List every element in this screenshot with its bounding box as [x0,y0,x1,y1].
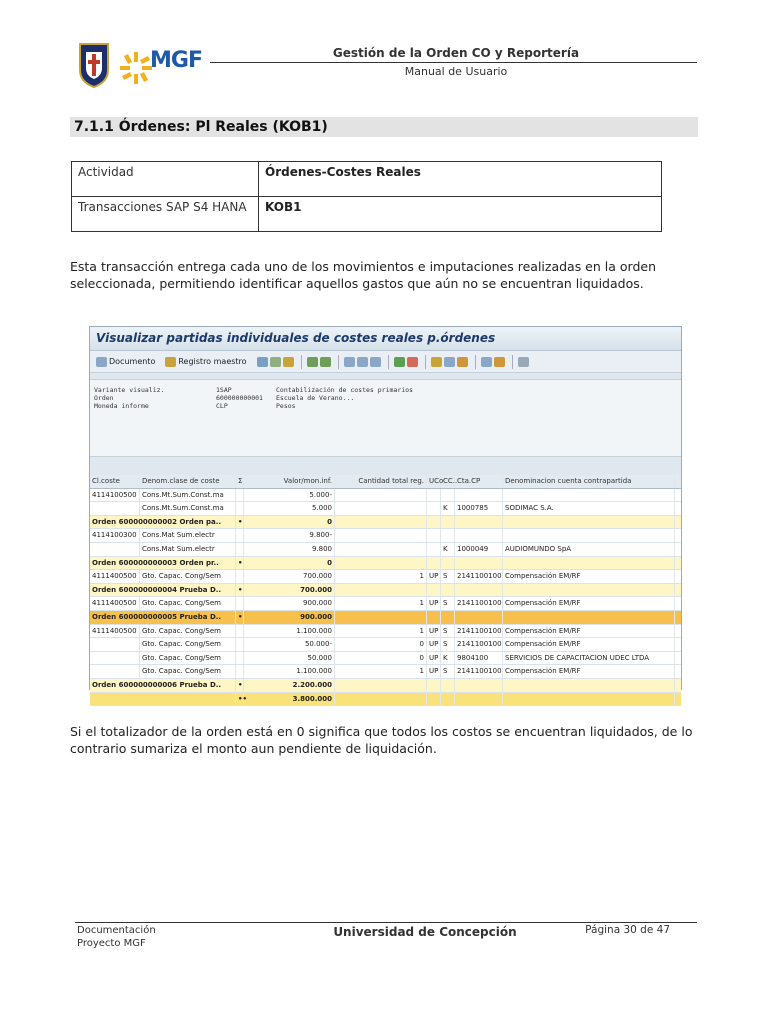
table-cell [455,584,503,597]
table-cell: 700.000 [244,570,335,583]
transaction-key: Transacciones SAP S4 HANA [72,197,259,232]
info-row [94,402,677,410]
sap-window-title: Visualizar partidas individuales de costes reales p.órdenes [90,327,681,351]
table-cell: • [236,557,244,570]
table-cell: Gto. Capac. Cong/Sem [140,625,236,638]
table-cell: Cons.Mat Sum.electr [140,543,236,556]
header-divider [210,62,697,63]
table-cell: • [236,611,244,624]
table-cell: 1 [335,570,427,583]
table-row[interactable] [90,597,681,611]
table-cell: K [441,502,455,515]
column-header[interactable]: Valor/mon.inf. [244,475,335,488]
table-row[interactable] [90,638,681,652]
registro-maestro-label: Registro maestro [178,357,247,366]
table-cell [427,557,441,570]
table-cell [503,516,675,529]
table-cell [335,611,427,624]
find-icon[interactable] [270,357,281,367]
document-title: Gestión de la Orden CO y Reportería [332,46,580,60]
table-cell: Gto. Capac. Cong/Sem [140,652,236,665]
info-desc: Contabilización de costes primarios [276,386,413,394]
table-cell: S [441,570,455,583]
info-label: Orden [94,394,114,402]
table-cell: Cons.Mt.Sum.Const.ma [140,502,236,515]
page-number: Página 30 de 47 [585,924,670,936]
toolbar-separator [338,355,339,369]
table-cell [427,679,441,692]
table-cell [236,570,244,583]
table-cell: 4114100300 [90,529,140,542]
table-cell: 9.800 [244,543,335,556]
table-cell [455,529,503,542]
column-header[interactable]: Cta.CP [455,475,503,488]
table-cell [503,611,675,624]
table-cell [441,489,455,502]
transaction-row [72,197,662,232]
table-cell: 900.000 [244,611,335,624]
info-code: CLP [216,402,228,410]
table-cell: Compensación EM/RF [503,665,675,678]
table-row[interactable] [90,570,681,584]
table-cell: 1 [335,597,427,610]
table-cell [503,584,675,597]
table-cell: Compensación EM/RF [503,570,675,583]
toolbar-separator [512,355,513,369]
table-cell: Gto. Capac. Cong/Sem [140,665,236,678]
settings-icon[interactable] [518,357,529,367]
table-cell: 2.200.000 [244,679,335,692]
table-cell [441,529,455,542]
info-row [94,394,677,402]
table-cell [236,489,244,502]
table-cell: UP [427,597,441,610]
table-cell: Compensación EM/RF [503,638,675,651]
table-cell: Orden 600000000003 Orden pr.. [90,557,236,570]
footer-project-label: Proyecto MGF [77,938,146,949]
table-cell [335,489,427,502]
table-cell: Cons.Mt.Sum.Const.ma [140,489,236,502]
table-cell [335,557,427,570]
table-row[interactable] [90,625,681,639]
table-cell: 1000049 [455,543,503,556]
table-cell: 1.100.000 [244,625,335,638]
sap-toolbar [90,351,681,373]
section-heading: 7.1.1 Órdenes: Pl Reales (KOB1) [70,117,698,137]
university-shield-logo [78,42,110,88]
table-cell [90,543,140,556]
table-cell [455,516,503,529]
columns-icon[interactable] [357,357,368,367]
table-cell: Compensación EM/RF [503,625,675,638]
table-cell: Compensación EM/RF [503,597,675,610]
activity-row [72,162,662,197]
documento-label: Documento [109,357,156,366]
table-cell: • [236,516,244,529]
table-cell [441,584,455,597]
table-cell: 1 [335,665,427,678]
table-cell: 1000785 [455,502,503,515]
table-cell [335,543,427,556]
table-cell [441,679,455,692]
table-cell [441,611,455,624]
table-cell [441,693,455,706]
subtotal-row[interactable] [90,516,681,530]
table-cell: UP [427,570,441,583]
table-cell [236,652,244,665]
table-cell: S [441,638,455,651]
table-cell [441,557,455,570]
table-cell: 2141100100 [455,570,503,583]
table-cell: SODIMAC S.A. [503,502,675,515]
table-cell: • [236,584,244,597]
spreadsheet-icon[interactable] [394,357,405,367]
table-cell [427,489,441,502]
activity-key: Actividad [72,162,259,197]
table-cell: S [441,597,455,610]
sort-ascending-icon[interactable] [307,357,318,367]
table-cell: 50.000- [244,638,335,651]
info-label: Variante visualiz. [94,386,165,394]
table-cell: 9.800- [244,529,335,542]
subtotal-row[interactable] [90,557,681,571]
table-cell: 2141100100 [455,597,503,610]
table-cell: 4114100500 [90,489,140,502]
grand-total-row[interactable] [90,693,681,707]
table-row[interactable] [90,489,681,503]
table-cell [455,693,503,706]
table-cell: Orden 600000000005 Prueba D.. [90,611,236,624]
logos [76,40,206,96]
table-cell [90,665,140,678]
column-header[interactable]: Cl.coste [90,475,140,488]
footer-divider [75,922,697,923]
table-cell: Gto. Capac. Cong/Sem [140,638,236,651]
table-cell [503,489,675,502]
table-cell: 700.000 [244,584,335,597]
table-cell [335,516,427,529]
table-cell: 0 [244,516,335,529]
footer-left [77,924,156,950]
closing-paragraph: Si el totalizador de la orden está en 0 significa que todos los costos se encuentran liquidados, de lo contrario sumariza el monto aun pendiente de liquidación. [70,724,693,756]
table-cell: 5.000 [244,502,335,515]
table-cell: Orden 600000000002 Orden pa.. [90,516,236,529]
table-cell [503,557,675,570]
table-cell: 4111400500 [90,597,140,610]
table-cell: 1 [335,625,427,638]
table-cell [427,516,441,529]
alv-grid [90,475,681,706]
table-cell [90,693,236,706]
table-cell [335,502,427,515]
table-cell: UP [427,638,441,651]
table-cell: 4111400500 [90,570,140,583]
table-row[interactable] [90,543,681,557]
master-record-icon [165,357,176,367]
table-cell: 0 [335,638,427,651]
table-cell: 5.000- [244,489,335,502]
table-cell [455,679,503,692]
table-cell [441,516,455,529]
table-cell: 900.000 [244,597,335,610]
table-cell: 9804100 [455,652,503,665]
table-cell [236,638,244,651]
table-cell [427,584,441,597]
table-cell [503,693,675,706]
table-cell: SERVICIOS DE CAPACITACION UDEC LTDA [503,652,675,665]
table-cell [335,693,427,706]
info-row [94,386,677,394]
table-cell: • [236,679,244,692]
page-header [76,40,696,96]
subtotal-row[interactable] [90,611,681,625]
table-cell: •• [236,693,244,706]
table-cell: K [441,543,455,556]
table-cell [335,584,427,597]
document-icon [96,357,107,367]
document-subtitle: Manual de Usuario [404,65,508,78]
table-row[interactable] [90,665,681,679]
table-cell [335,679,427,692]
table-cell [427,502,441,515]
report-header-info [90,379,681,457]
info-label: Moneda informe [94,402,149,410]
table-row[interactable] [90,529,681,543]
footer-university: Universidad de Concepción [333,925,517,939]
table-cell [503,679,675,692]
toolbar-separator [425,355,426,369]
save-layout-icon[interactable] [444,357,455,367]
table-cell: Orden 600000000006 Prueba D.. [90,679,236,692]
table-cell: 4111400500 [90,625,140,638]
activity-table [71,161,662,232]
info-code: 1SAP [216,386,232,394]
transaction-value: KOB1 [259,197,662,232]
table-cell: 3.800.000 [244,693,335,706]
table-cell [427,543,441,556]
filter-icon[interactable] [283,357,294,367]
table-cell [455,489,503,502]
graphic-icon[interactable] [481,357,492,367]
info-desc: Escuela de Verano... [276,394,355,402]
table-cell: UP [427,665,441,678]
table-cell [236,529,244,542]
table-cell [90,652,140,665]
subtotal-row[interactable] [90,679,681,693]
table-cell: Orden 600000000004 Prueba D.. [90,584,236,597]
subtotal-row[interactable] [90,584,681,598]
table-cell: S [441,665,455,678]
documento-button[interactable] [96,357,155,367]
activity-value: Órdenes-Costes Reales [259,162,662,197]
mgf-sun-icon [118,50,154,86]
toolbar-separator [388,355,389,369]
table-row[interactable] [90,652,681,666]
table-cell [427,693,441,706]
column-header[interactable]: Σ [236,475,244,488]
table-cell [335,529,427,542]
footer-doc-label: Documentación [77,925,156,936]
toolbar-separator [475,355,476,369]
sap-screenshot [89,326,682,703]
grid-header-row [90,475,681,489]
abc-analysis-icon[interactable] [457,357,468,367]
table-cell [90,638,140,651]
table-cell [455,557,503,570]
table-cell [427,611,441,624]
table-cell: 0 [244,557,335,570]
info-code: 600000000001 [216,394,263,402]
layout-icon[interactable] [344,357,355,367]
export-icon[interactable] [370,357,381,367]
column-header[interactable]: Denom.clase de coste [140,475,236,488]
intro-paragraph: Esta transacción entrega cada uno de los movimientos e imputaciones realizadas en la orden seleccionada, permitiendo identificar aquellos gastos que aún no se encuentran liquidados. [70,259,656,291]
table-cell: 50.000 [244,652,335,665]
toolbar-separator [301,355,302,369]
table-cell [236,625,244,638]
table-cell: Gto. Capac. Cong/Sem [140,570,236,583]
mgf-logo-text: MGF [150,48,202,73]
table-cell [90,502,140,515]
column-header[interactable]: UCo [427,475,441,488]
table-cell: 2141100100 [455,625,503,638]
table-cell: 2141100100 [455,665,503,678]
table-cell [503,529,675,542]
info-desc: Pesos [276,402,296,410]
sort-descending-icon[interactable] [320,357,331,367]
select-layout-icon[interactable] [431,357,442,367]
table-cell [236,597,244,610]
table-cell: 0 [335,652,427,665]
table-row[interactable] [90,502,681,516]
column-header[interactable]: CC.. [441,475,455,488]
chart-icon[interactable] [407,357,418,367]
table-cell: K [441,652,455,665]
details-icon[interactable] [257,357,268,367]
registro-maestro-button[interactable] [165,357,246,367]
table-cell: Cons.Mat Sum.electr [140,529,236,542]
table-cell [236,543,244,556]
table-cell: AUDIOMUNDO SpA [503,543,675,556]
column-header[interactable]: Denominacion cuenta contrapartida [503,475,675,488]
table-cell: Gto. Capac. Cong/Sem [140,597,236,610]
table-cell [236,665,244,678]
table-cell [427,529,441,542]
table-cell [236,502,244,515]
table-cell: 2141100100 [455,638,503,651]
table-cell: S [441,625,455,638]
table-cell: UP [427,625,441,638]
info-icon[interactable] [494,357,505,367]
column-header[interactable]: Cantidad total reg. [335,475,427,488]
table-cell [455,611,503,624]
table-cell: UP [427,652,441,665]
table-cell: 1.100.000 [244,665,335,678]
